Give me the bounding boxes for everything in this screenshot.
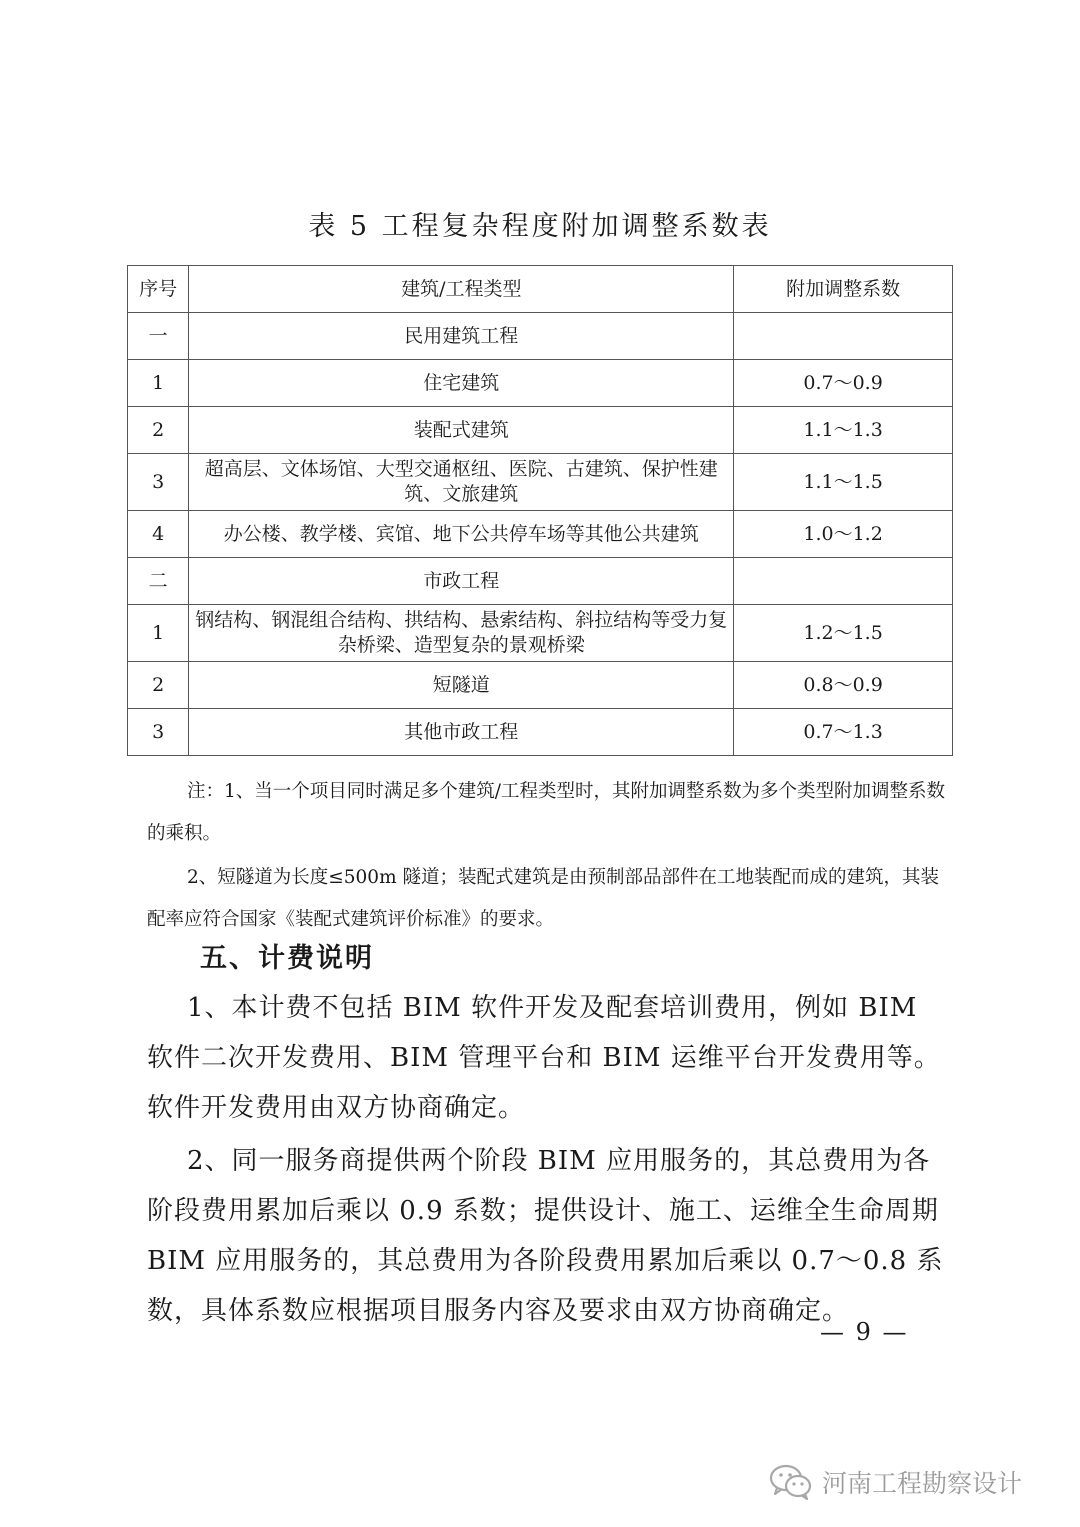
table-row: [128, 313, 953, 360]
cell-type: 住宅建筑: [189, 360, 734, 407]
cell-coefficient: 1.1～1.5: [734, 454, 953, 511]
cell-coefficient: [734, 313, 953, 360]
cell-index: 一: [128, 313, 189, 360]
header-index: 序号: [128, 266, 189, 313]
cell-coefficient: 0.7～0.9: [734, 360, 953, 407]
table-row: [128, 407, 953, 454]
cell-index: 3: [128, 709, 189, 756]
note-1-text: 注：1、当一个项目同时满足多个建筑/工程类型时，其附加调整系数为多个类型附加调整系数的乘积。: [147, 781, 946, 844]
table-row: [128, 511, 953, 558]
cell-index: 4: [128, 511, 189, 558]
table-row: [128, 709, 953, 756]
paragraph-1: [147, 983, 947, 1133]
wechat-icon: [768, 1462, 814, 1502]
cell-index: 1: [128, 605, 189, 662]
header-coefficient: 附加调整系数: [734, 266, 953, 313]
cell-type: 钢结构、钢混组合结构、拱结构、悬索结构、斜拉结构等受力复杂桥梁、造型复杂的景观桥梁: [189, 605, 734, 662]
watermark: [768, 1458, 1068, 1506]
cell-coefficient: 1.1～1.3: [734, 407, 953, 454]
cell-index: 二: [128, 558, 189, 605]
cell-index: 3: [128, 454, 189, 511]
cell-index: 2: [128, 662, 189, 709]
cell-index: 2: [128, 407, 189, 454]
cell-type: 装配式建筑: [189, 407, 734, 454]
table-row: [128, 454, 953, 511]
note-2: [147, 857, 947, 941]
section-heading: 五、计费说明: [200, 943, 374, 974]
cell-type: 其他市政工程: [189, 709, 734, 756]
cell-type: 民用建筑工程: [189, 313, 734, 360]
cell-coefficient: 1.0～1.2: [734, 511, 953, 558]
paragraph-2: [147, 1136, 947, 1336]
table-row: [128, 662, 953, 709]
cell-coefficient: [734, 558, 953, 605]
table-row: [128, 360, 953, 407]
coefficient-table: [127, 265, 953, 756]
cell-type: 办公楼、教学楼、宾馆、地下公共停车场等其他公共建筑: [189, 511, 734, 558]
table-row: [128, 558, 953, 605]
note-2-text: 2、短隧道为长度≤500m 隧道；装配式建筑是由预制部品部件在工地装配而成的建筑，其装配率应符合国家《装配式建筑评价标准》的要求。: [147, 867, 940, 930]
note-1: [147, 771, 947, 855]
cell-type: 市政工程: [189, 558, 734, 605]
table-title: 表 5 工程复杂程度附加调整系数表: [308, 211, 772, 242]
table-row: [128, 605, 953, 662]
cell-coefficient: 0.7～1.3: [734, 709, 953, 756]
watermark-text: 河南工程勘察设计: [822, 1469, 1023, 1498]
page-number: — 9 —: [820, 1318, 909, 1346]
cell-index: 1: [128, 360, 189, 407]
cell-type: 短隧道: [189, 662, 734, 709]
table-header-row: [128, 266, 953, 313]
paragraph-1-text: 1、本计费不包括 BIM 软件开发及配套培训费用，例如 BIM 软件二次开发费用、BIM 管理平台和 BIM 运维平台开发费用等。软件开发费用由双方协商确定。: [147, 993, 941, 1123]
cell-coefficient: 0.8～0.9: [734, 662, 953, 709]
paragraph-2-text: 2、同一服务商提供两个阶段 BIM 应用服务的，其总费用为各阶段费用累加后乘以 0.9 系数；提供设计、施工、运维全生命周期 BIM 应用服务的，其总费用为各阶段费用累加后乘以 0.7～0.8 系数，具体系数应根据项目服务内容及要求由双方协商确定。: [147, 1146, 944, 1326]
cell-type: 超高层、文体场馆、大型交通枢纽、医院、古建筑、保护性建筑、文旅建筑: [189, 454, 734, 511]
cell-coefficient: 1.2～1.5: [734, 605, 953, 662]
header-type: 建筑/工程类型: [189, 266, 734, 313]
